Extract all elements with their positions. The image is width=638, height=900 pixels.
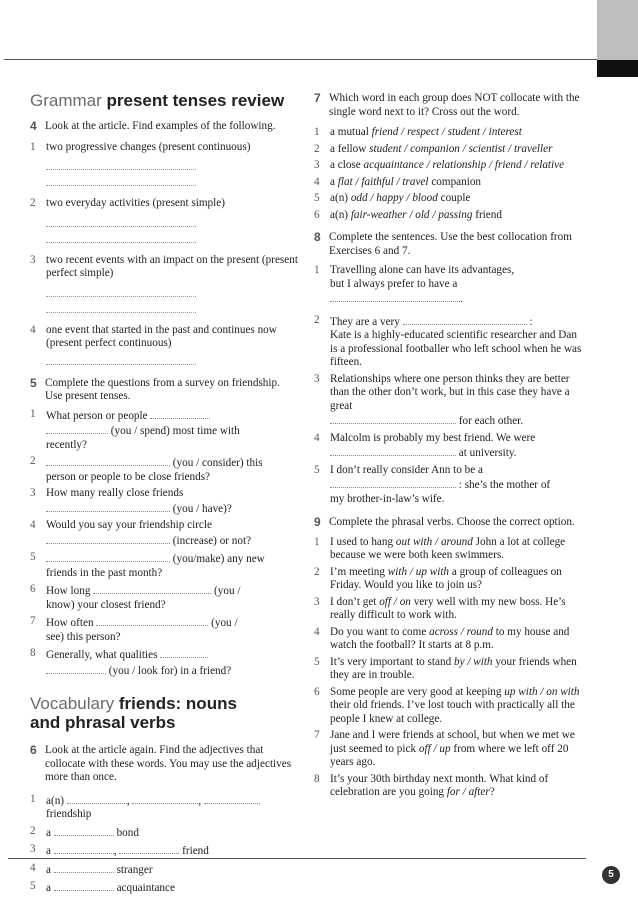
list-item bbox=[30, 519, 298, 548]
item-text: Would you say your friendship circle bbox=[46, 519, 212, 531]
answer-line[interactable] bbox=[46, 184, 196, 186]
answer-blank[interactable] bbox=[93, 583, 211, 594]
ex7-items bbox=[314, 126, 586, 222]
list-item bbox=[314, 596, 586, 623]
list-item bbox=[314, 656, 586, 683]
item-text: a bbox=[46, 845, 51, 857]
answer-blank[interactable] bbox=[160, 647, 208, 658]
item-text: : bbox=[529, 315, 533, 328]
item-text: a(n) bbox=[330, 192, 351, 204]
item-text: Relationships where one person thinks they are better than the other don’t work, but in this case they have a great bbox=[330, 372, 570, 412]
answer-blank[interactable] bbox=[54, 825, 114, 836]
item-number: 3 bbox=[30, 487, 36, 499]
list-item bbox=[314, 773, 586, 800]
list-item bbox=[314, 373, 586, 429]
list-item bbox=[30, 615, 298, 644]
answer-line[interactable] bbox=[46, 241, 196, 243]
answer-blank[interactable] bbox=[330, 413, 456, 424]
list-item bbox=[30, 825, 298, 841]
item-number: 2 bbox=[30, 197, 36, 209]
item-number: 3 bbox=[30, 253, 36, 266]
item-text: a fellow bbox=[330, 142, 370, 155]
list-item bbox=[30, 408, 298, 453]
item-text: I don’t get bbox=[330, 595, 380, 608]
item-number: 4 bbox=[314, 175, 320, 188]
list-item bbox=[30, 197, 298, 211]
item-text: Some people are very good at keeping bbox=[330, 685, 505, 698]
item-text: a bbox=[330, 175, 338, 188]
item-text: How many really close friends bbox=[46, 487, 184, 499]
item-text: your friends when they are in trouble. bbox=[330, 655, 577, 681]
item-number: 2 bbox=[314, 313, 320, 326]
answer-blank[interactable] bbox=[54, 843, 114, 854]
answer-blank[interactable] bbox=[330, 291, 460, 302]
answer-line[interactable] bbox=[46, 295, 196, 297]
list-item bbox=[314, 192, 586, 206]
item-text: bond bbox=[116, 826, 139, 839]
page-number-badge: 5 bbox=[602, 866, 620, 884]
answer-blank[interactable] bbox=[46, 423, 108, 434]
item-text: ? bbox=[489, 786, 495, 798]
option-choices[interactable]: up with / on with bbox=[504, 685, 580, 698]
item-number: 5 bbox=[30, 880, 36, 892]
item-number: 3 bbox=[30, 843, 36, 855]
item-text: friends in the past month? bbox=[46, 566, 163, 579]
answer-blank[interactable] bbox=[46, 501, 170, 512]
option-choices[interactable]: for / after bbox=[446, 786, 490, 798]
list-item bbox=[30, 141, 298, 155]
item-text: a bbox=[46, 826, 51, 839]
ex4-items bbox=[30, 141, 298, 365]
answer-blank[interactable] bbox=[46, 455, 170, 466]
answer-blank[interactable] bbox=[204, 793, 260, 804]
item-text: What person or people bbox=[46, 409, 148, 422]
item-number: 7 bbox=[30, 615, 36, 627]
item-text: (you / spend) most time with bbox=[110, 425, 240, 437]
item-text: Jane and I were friends at school, but when we met we just seemed to pick bbox=[330, 729, 575, 755]
page-tab-marker bbox=[597, 0, 638, 77]
ex9-items bbox=[314, 536, 586, 800]
exercise-9 bbox=[314, 516, 586, 530]
item-text: (you/make) any new bbox=[172, 553, 265, 565]
list-item bbox=[314, 176, 586, 190]
item-text: a close bbox=[330, 159, 364, 171]
exercise-instruction: Complete the sentences. Use the best collocation from Exercises 6 and 7. bbox=[329, 231, 572, 257]
option-choices[interactable]: off / on bbox=[379, 595, 411, 608]
item-number: 7 bbox=[314, 729, 320, 741]
list-item bbox=[314, 464, 586, 507]
exercise-instruction: Complete the questions from a survey on friendship. Use present tenses. bbox=[45, 376, 280, 402]
top-rule bbox=[4, 59, 598, 60]
item-text: but I always prefer to have a bbox=[330, 277, 458, 290]
list-item bbox=[314, 209, 586, 223]
item-number: 2 bbox=[30, 455, 36, 467]
list-item bbox=[30, 647, 298, 678]
answer-blank[interactable] bbox=[330, 445, 456, 456]
exercise-instruction: Which word in each group does NOT collocate with the single word next to it? Cross out the word. bbox=[329, 92, 580, 118]
item-text: friendship bbox=[46, 808, 92, 820]
item-text: Travelling alone can have its advantages, bbox=[330, 264, 515, 276]
heading-prefix: Vocabulary bbox=[30, 694, 115, 713]
option-choices[interactable]: across / round bbox=[429, 625, 493, 638]
answer-blank[interactable] bbox=[119, 843, 179, 854]
item-text: It’s your 30th birthday next month. What kind of celebration are you going bbox=[330, 772, 549, 798]
list-item bbox=[30, 254, 298, 281]
option-choices[interactable]: flat / faithful / travel bbox=[337, 175, 429, 188]
item-number: 6 bbox=[314, 208, 320, 221]
option-choices[interactable]: fair-weather / old / passing bbox=[350, 208, 473, 221]
answer-line[interactable] bbox=[46, 225, 196, 227]
list-item bbox=[30, 862, 298, 878]
answer-blank[interactable] bbox=[132, 793, 198, 804]
item-number: 8 bbox=[30, 647, 36, 659]
item-text: Malcolm is probably my best friend. We were bbox=[330, 431, 536, 444]
list-item bbox=[30, 880, 298, 896]
list-item bbox=[314, 686, 586, 727]
item-number: 5 bbox=[314, 192, 320, 204]
option-choices[interactable]: acquaintance / relationship / friend / relative bbox=[363, 159, 565, 171]
item-number: 1 bbox=[30, 792, 36, 805]
list-item bbox=[30, 455, 298, 484]
item-text: Do you want to come bbox=[330, 625, 430, 638]
item-text: person or people to be close friends? bbox=[46, 470, 211, 483]
item-text: How often bbox=[46, 617, 94, 629]
item-text: from where we left off 20 years ago. bbox=[330, 742, 569, 768]
exercise-instruction: Look at the article. Find examples of the following. bbox=[45, 120, 276, 132]
item-text: their old friends. I’ve lost touch with practically all the people I knew at college. bbox=[330, 699, 575, 725]
item-number: 1 bbox=[314, 535, 320, 548]
item-number: 1 bbox=[314, 264, 320, 276]
list-item bbox=[314, 159, 586, 173]
item-number: 4 bbox=[314, 625, 320, 638]
item-text: friend bbox=[182, 845, 209, 857]
item-text: couple bbox=[437, 192, 471, 204]
exercise-number: 9 bbox=[314, 515, 321, 529]
item-number: 4 bbox=[30, 861, 36, 874]
ex8-items bbox=[314, 264, 586, 506]
item-text: (you / have)? bbox=[172, 502, 232, 515]
answer-blank[interactable] bbox=[150, 408, 210, 419]
item-text: a(n) bbox=[330, 208, 351, 221]
answer-line[interactable] bbox=[46, 363, 196, 365]
item-text: two recent events with an impact on the present (present perfect simple) bbox=[46, 253, 298, 279]
answer-blank[interactable] bbox=[54, 880, 114, 891]
exercise-5 bbox=[30, 377, 298, 404]
item-text: for each other. bbox=[458, 415, 524, 427]
exercise-number: 4 bbox=[30, 119, 37, 133]
list-item: 1 Travelling alone can have its advantages, but I always prefer to have a . bbox=[314, 264, 515, 305]
list-item bbox=[314, 566, 586, 593]
item-text: one event that started in the past and continues now (present perfect continuous) bbox=[46, 323, 277, 349]
item-text: Generally, what qualities bbox=[46, 649, 158, 661]
option-choices[interactable]: with / up with bbox=[387, 565, 450, 578]
exercise-8 bbox=[314, 231, 586, 258]
answer-line[interactable] bbox=[46, 311, 196, 313]
answer-blank[interactable] bbox=[403, 314, 527, 325]
exercise-number: 7 bbox=[314, 91, 321, 105]
answer-blank[interactable] bbox=[46, 533, 170, 544]
item-text: I used to hang bbox=[330, 535, 396, 548]
item-text: How long bbox=[46, 585, 91, 597]
item-text: acquaintance bbox=[116, 882, 175, 894]
grammar-heading bbox=[30, 91, 298, 110]
option-choices[interactable]: odd / happy / blood bbox=[350, 192, 438, 204]
option-choices[interactable]: student / companion / scientist / traveller bbox=[369, 142, 553, 155]
list-item: 1 a(n) , , friendship bbox=[30, 793, 298, 822]
item-number: 5 bbox=[30, 551, 36, 563]
exercise-7 bbox=[314, 92, 586, 119]
item-text: two everyday activities (present simple) bbox=[46, 197, 225, 209]
bottom-rule bbox=[8, 858, 586, 859]
list-item bbox=[314, 314, 586, 370]
item-number: 3 bbox=[314, 595, 320, 608]
item-number: 6 bbox=[30, 583, 36, 595]
vocabulary-heading bbox=[30, 694, 270, 732]
item-text: at university. bbox=[458, 447, 517, 459]
option-choices[interactable]: off / up bbox=[418, 742, 451, 755]
ex6-items bbox=[30, 793, 298, 896]
heading-title: present tenses review bbox=[106, 91, 285, 110]
item-number: 4 bbox=[30, 323, 36, 336]
list-item bbox=[314, 432, 586, 461]
item-number: 4 bbox=[30, 519, 36, 531]
list-item bbox=[30, 324, 298, 351]
answer-blank[interactable] bbox=[46, 551, 170, 562]
list-item: 3 a , friend bbox=[30, 843, 209, 857]
left-column bbox=[30, 91, 298, 896]
list-item bbox=[30, 487, 298, 516]
option-choices[interactable]: friend / respect / student / interest bbox=[371, 126, 522, 138]
list-item bbox=[314, 536, 586, 563]
item-number: 4 bbox=[314, 431, 320, 444]
ex5-items bbox=[30, 408, 298, 679]
item-text: stranger bbox=[116, 863, 153, 876]
heading-prefix: Grammar bbox=[30, 91, 102, 110]
exercise-instruction: Complete the phrasal verbs. Choose the correct option. bbox=[329, 516, 575, 528]
list-item bbox=[314, 143, 586, 157]
exercise-4 bbox=[30, 120, 298, 134]
item-text: I don’t really consider Ann to be a bbox=[330, 463, 483, 476]
item-text: : she’s the mother of bbox=[458, 479, 551, 491]
item-text: a(n) bbox=[46, 794, 65, 807]
item-number: 8 bbox=[314, 772, 320, 785]
exercise-instruction: Look at the article again. Find the adjectives that collocate with these words. You may use the adjectives more than once. bbox=[45, 744, 292, 783]
item-number: 5 bbox=[314, 655, 320, 668]
item-text: (you / bbox=[214, 585, 241, 597]
list-item bbox=[30, 583, 298, 612]
list-item bbox=[30, 551, 298, 580]
item-text: friend bbox=[472, 208, 502, 221]
item-text: companion bbox=[428, 175, 482, 188]
item-number: 5 bbox=[314, 463, 320, 476]
option-choices[interactable]: by / with bbox=[453, 655, 493, 668]
item-number: 1 bbox=[30, 140, 36, 153]
item-text: to my house and watch the football? It starts at 8 p.m. bbox=[330, 625, 570, 651]
item-text: a bbox=[46, 863, 51, 876]
item-text: (increase) or not? bbox=[172, 534, 252, 547]
item-text: (you / bbox=[211, 617, 238, 629]
right-column bbox=[314, 92, 586, 800]
item-text: They are a very bbox=[330, 315, 400, 328]
item-text: recently? bbox=[46, 438, 87, 451]
exercise-number: 5 bbox=[30, 375, 37, 390]
item-text: my brother-in-law’s wife. bbox=[330, 492, 445, 505]
item-text: Kate is a highly-educated scientific researcher and Dan is a professional footballer who left school when he was fifteen. bbox=[330, 329, 582, 368]
item-text: two progressive changes (present continuous) bbox=[46, 140, 251, 153]
list-item bbox=[314, 729, 586, 770]
exercise-6 bbox=[30, 744, 298, 785]
answer-blank[interactable] bbox=[330, 477, 456, 488]
item-text: (you / consider) this bbox=[172, 457, 263, 469]
item-number: 1 bbox=[30, 407, 36, 420]
item-text: a mutual bbox=[330, 126, 372, 138]
answer-blank[interactable] bbox=[67, 793, 127, 804]
answer-line[interactable] bbox=[46, 168, 196, 170]
item-text: It’s very important to stand bbox=[330, 655, 454, 668]
list-item bbox=[314, 626, 586, 653]
item-text: John a lot at college because we were both keen swimmers. bbox=[330, 535, 566, 561]
answer-blank[interactable] bbox=[96, 615, 208, 626]
item-number: 1 bbox=[314, 126, 320, 138]
item-number: 2 bbox=[314, 565, 320, 578]
item-text: very well with my new boss. He’s really difficult to work with. bbox=[330, 595, 566, 621]
item-number: 2 bbox=[314, 142, 320, 155]
exercise-number: 8 bbox=[314, 230, 321, 244]
item-text: a bbox=[46, 882, 51, 894]
item-number: 6 bbox=[314, 685, 320, 698]
exercise-number: 6 bbox=[30, 743, 37, 757]
item-text: know) your closest friend? bbox=[46, 598, 166, 611]
item-text: (you / look for) in a friend? bbox=[108, 664, 232, 677]
answer-blank[interactable] bbox=[46, 663, 106, 674]
item-text: I’m meeting bbox=[330, 565, 388, 578]
list-item bbox=[314, 126, 586, 140]
item-number: 2 bbox=[30, 824, 36, 837]
item-text: a group of colleagues on Friday. Would you like to join us? bbox=[330, 565, 562, 591]
answer-blank[interactable] bbox=[54, 862, 114, 873]
item-number: 3 bbox=[314, 159, 320, 171]
item-number: 3 bbox=[314, 372, 320, 385]
option-choices[interactable]: out with / around bbox=[395, 535, 473, 548]
heading-title: friends: nouns and phrasal verbs bbox=[30, 694, 237, 732]
item-text: see) this person? bbox=[46, 630, 121, 643]
